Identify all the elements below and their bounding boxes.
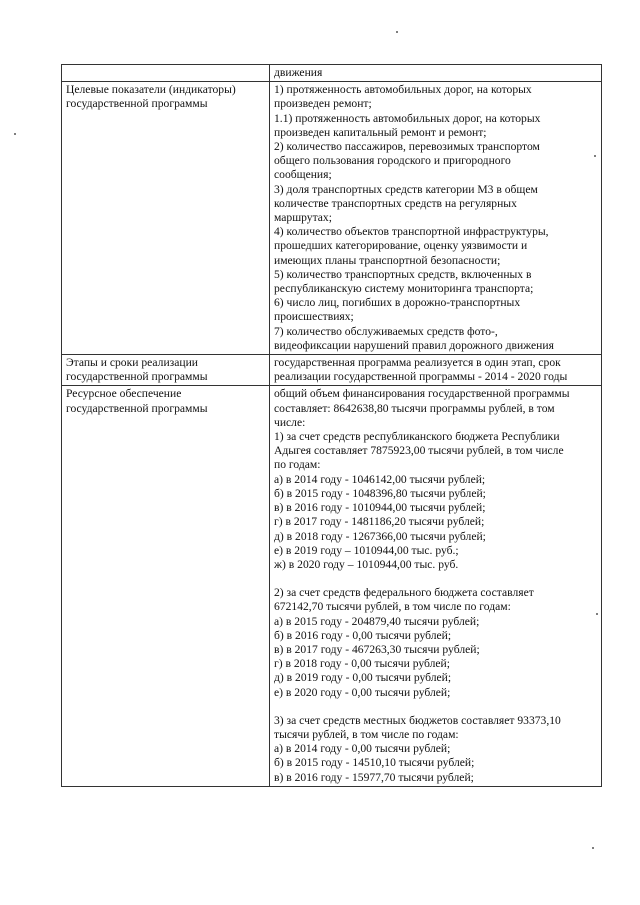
- table-row: [62, 82, 602, 355]
- value-line: в) в 2016 году - 1010944,00 тысячи рублей;: [274, 501, 486, 515]
- value-line: 1) протяженность автомобильных дорог, на которых: [274, 83, 532, 97]
- value-line: а) в 2015 году - 204879,40 тысячи рублей;: [274, 614, 480, 628]
- label-line: Этапы и сроки реализации: [66, 356, 198, 370]
- row-label-cell: [62, 82, 270, 355]
- value-line: б) в 2016 году - 0,00 тысячи рублей;: [274, 628, 452, 642]
- paragraph-gap: [274, 700, 597, 714]
- value-line: Адыгея составляет 7875923,00 тысячи рублей, в том числе: [274, 444, 564, 458]
- table-body: [62, 65, 602, 787]
- program-passport-table: [61, 64, 602, 787]
- label-line: государственной программы: [66, 97, 208, 111]
- table-row: [62, 355, 602, 386]
- scan-speck: [14, 133, 16, 135]
- value-line: прошедших категорирование, оценку уязвимости и: [274, 239, 528, 253]
- value-line: б) в 2015 году - 1048396,80 тысячи рублей;: [274, 486, 486, 500]
- value-line: е) в 2020 году - 0,00 тысячи рублей;: [274, 685, 451, 699]
- value-line: г) в 2018 году - 0,00 тысячи рублей;: [274, 657, 450, 671]
- value-line: в) в 2016 году - 15977,70 тысячи рублей;: [274, 770, 474, 784]
- value-line: 2) количество пассажиров, перевозимых транспортом: [274, 140, 540, 154]
- label-line: Целевые показатели (индикаторы): [66, 83, 236, 97]
- value-line: количестве транспортных средств на регулярных: [274, 196, 517, 210]
- row-value-cell: [270, 65, 602, 82]
- value-line: числе:: [274, 415, 306, 429]
- value-line: 2) за счет средств федерального бюджета составляет: [274, 586, 534, 600]
- value-line: е) в 2019 году – 1010944,00 тыс. руб.;: [274, 543, 459, 557]
- value-line: произведен капитальный ремонт и ремонт;: [274, 125, 487, 139]
- scan-speck: [596, 613, 598, 615]
- value-line: тысячи рублей, в том числе по годам:: [274, 727, 459, 741]
- paragraph-gap: [274, 572, 597, 586]
- value-line: а) в 2014 году - 1046142,00 тысячи рублей;: [274, 472, 486, 486]
- value-line: по годам:: [274, 458, 321, 472]
- value-line: республиканскую систему мониторинга транспорта;: [274, 282, 534, 296]
- value-line: сообщения;: [274, 168, 332, 182]
- value-line: реализации государственной программы - 2014 - 2020 годы: [274, 370, 568, 384]
- value-line: 1.1) протяженность автомобильных дорог, на которых: [274, 111, 541, 125]
- value-line: 4) количество объектов транспортной инфраструктуры,: [274, 225, 549, 239]
- value-line: 7) количество обслуживаемых средств фото-,: [274, 324, 498, 338]
- scan-speck: [594, 155, 596, 157]
- label-line: государственной программы: [66, 401, 208, 415]
- row-label-cell: [62, 355, 270, 386]
- value-line: г) в 2017 году - 1481186,20 тысячи рублей;: [274, 515, 485, 529]
- value-line: движения: [274, 66, 323, 79]
- value-line: 1) за счет средств республиканского бюджета Республики: [274, 430, 560, 444]
- value-line: 672142,70 тысячи рублей, в том числе по годам:: [274, 600, 511, 614]
- value-line: общего пользования городского и пригородного: [274, 154, 511, 168]
- scan-speck: [592, 847, 594, 849]
- value-line: происшествиях;: [274, 310, 354, 324]
- value-line: ж) в 2020 году – 1010944,00 тыс. руб.: [274, 557, 459, 571]
- value-line: д) в 2019 году - 0,00 тысячи рублей;: [274, 671, 452, 685]
- row-value-cell: [270, 82, 602, 355]
- value-line: б) в 2015 году - 14510,10 тысячи рублей;: [274, 756, 475, 770]
- value-line: государственная программа реализуется в один этап, срок: [274, 356, 561, 370]
- value-line: общий объем финансирования государственной программы: [274, 387, 570, 401]
- label-line: государственной программы: [66, 370, 208, 384]
- label-line: Ресурсное обеспечение: [66, 387, 182, 401]
- scan-speck: [396, 31, 398, 33]
- value-line: произведен ремонт;: [274, 97, 372, 111]
- row-value-cell: [270, 355, 602, 386]
- row-label-cell: [62, 65, 270, 82]
- value-line: имеющих планы транспортной безопасности;: [274, 253, 501, 267]
- value-line: маршрутах;: [274, 211, 332, 225]
- value-line: 6) число лиц, погибших в дорожно-транспортных: [274, 296, 521, 310]
- value-line: 3) за счет средств местных бюджетов составляет 93373,10: [274, 713, 561, 727]
- table-row: [62, 386, 602, 786]
- value-line: в) в 2017 году - 467263,30 тысячи рублей;: [274, 642, 480, 656]
- value-line: 3) доля транспортных средств категории М3 в общем: [274, 182, 538, 196]
- table-row: [62, 65, 602, 82]
- row-value-cell: [270, 386, 602, 786]
- row-label-cell: [62, 386, 270, 786]
- value-line: видеофиксации нарушений правил дорожного движения: [274, 338, 554, 352]
- value-line: а) в 2014 году - 0,00 тысячи рублей;: [274, 742, 451, 756]
- value-line: д) в 2018 году - 1267366,00 тысячи рублей;: [274, 529, 486, 543]
- value-line: составляет: 8642638,80 тысячи программы рублей, в том: [274, 401, 555, 415]
- value-line: 5) количество транспортных средств, включенных в: [274, 267, 532, 281]
